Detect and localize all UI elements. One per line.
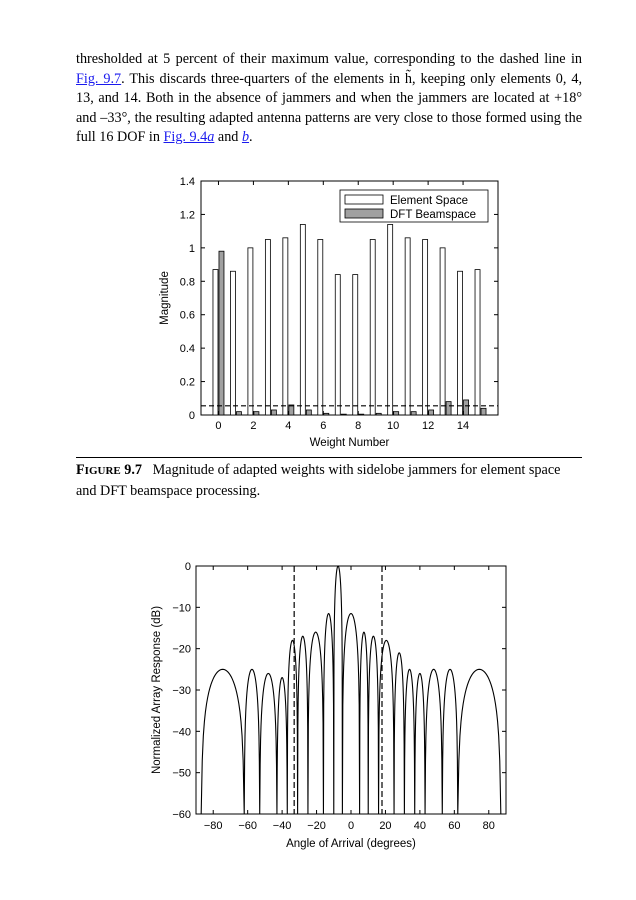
bar-element-space-13 [440,248,445,415]
figure-label-initial: F [76,462,85,478]
bar-element-space-6 [318,240,323,416]
bar-dft-beamspace-9 [376,413,381,415]
x-tick-label: 20 [379,820,392,832]
bar-dft-beamspace-7 [341,414,346,415]
x-tick-label: 6 [320,420,327,432]
bar-element-space-2 [248,248,253,415]
x-tick-label: −20 [307,820,326,832]
bar-dft-beamspace-11 [411,412,416,415]
paragraph-text-5: . [249,129,253,145]
y-tick-label: −60 [172,809,191,821]
bar-element-space-3 [265,240,270,416]
y-axis-label: Magnitude [159,271,171,325]
bar-element-space-1 [230,271,235,415]
figure-9-4a-link-suffix: a [207,129,215,145]
x-tick-label: 40 [413,820,427,832]
paragraph-text-2: . This discards three-quarters of the elements in [121,70,405,87]
x-tick-label: −60 [238,820,258,832]
y-tick-label: −50 [172,767,191,780]
y-tick-label: 1 [188,242,195,255]
bar-element-space-11 [405,238,410,415]
y-tick-label: 1.2 [179,209,195,222]
bar-element-space-9 [370,240,375,416]
paragraph-text-4: and [214,129,242,145]
bar-element-space-12 [423,240,428,416]
x-axis-label: Weight Number [309,437,390,449]
pattern-plot-area [196,566,506,814]
caption-text: Magnitude of adapted weights with sidelobe jammers for element space and DFT beamspace processing. [76,462,561,499]
x-tick-label: 8 [355,420,362,432]
bar-dft-beamspace-10 [394,412,399,415]
figure-9-7-link[interactable]: Fig. 9.7 [76,70,122,87]
x-axis-label: Angle of Arrival (degrees) [286,838,416,850]
bar-element-space-15 [475,270,480,415]
y-tick-label: −30 [172,685,191,697]
bar-dft-beamspace-8 [359,414,364,415]
x-tick-label: 0 [347,820,355,832]
legend-label-element-space: Element Space [390,195,468,207]
bar-dft-beamspace-1 [236,412,241,415]
bar-dft-beamspace-14 [464,400,469,415]
bar-dft-beamspace-3 [271,410,276,415]
x-tick-label: 2 [250,420,257,432]
bar-element-space-4 [283,238,288,415]
x-tick-label: 12 [421,420,435,432]
figure-label [76,462,142,478]
x-tick-label: 4 [285,420,292,432]
x-tick-label: 80 [482,820,495,832]
bar-dft-beamspace-13 [446,402,451,415]
y-tick-label: −10 [172,602,191,615]
y-tick-label: 0.8 [179,276,195,289]
y-axis-label: Normalized Array Response (dB) [151,605,163,775]
paragraph-text-3: , keeping only elements 0, 4, 13, and 14. Both in the absence of jammers and when the jammers are located at +18° and –33°, the resulting adapted antenna patterns are very close to those formed using the full 16 DOF in [76,70,582,145]
bar-dft-beamspace-12 [429,410,434,415]
paragraph-text-1: thresholded at 5 percent of their maximum value, corresponding to the dashed line in [76,51,582,67]
y-tick-label: 0.4 [179,343,195,356]
bar-element-space-10 [388,224,393,415]
bar-element-space-14 [458,271,463,415]
y-tick-label: 0 [184,561,191,573]
bar-dft-beamspace-2 [254,412,259,415]
figure-9-4-link-text: Fig. 9.4 [163,129,208,145]
x-tick-label: 0 [215,420,222,432]
bar-element-space-7 [335,275,340,415]
h-tilde-symbol: h̃ [404,70,412,87]
bar-dft-beamspace-0 [219,251,224,415]
x-tick-label: 14 [456,420,470,432]
y-tick-label: −40 [172,726,191,739]
figure-label-rest: IGURE [84,465,121,477]
figure-9-4b-link[interactable]: b [241,129,250,145]
bar-element-space-5 [300,224,305,415]
bar-dft-beamspace-15 [481,408,486,415]
figure-number: 9.7 [124,462,143,478]
legend-swatch-dft-beamspace [345,209,383,218]
bar-dft-beamspace-6 [324,413,329,415]
bar-element-space-0 [213,270,218,415]
x-tick-label: 60 [448,820,461,832]
x-tick-label: 10 [387,420,400,432]
bar-dft-beamspace-5 [306,410,311,415]
figure-caption [76,461,582,501]
y-tick-label: 0 [188,410,195,422]
figure-separator [76,457,582,458]
bar-element-space-8 [353,275,358,415]
array-response-curve [201,566,501,814]
legend-label-dft-beamspace: DFT Beamspace [390,209,477,221]
x-tick-label: −80 [203,820,223,832]
legend-swatch-element-space [345,195,383,204]
y-tick-label: 0.6 [179,309,195,322]
x-tick-label: −40 [272,820,292,832]
bar-legend [340,190,488,222]
y-tick-label: 1.4 [179,176,195,188]
y-tick-label: 0.2 [179,376,195,389]
bar-dft-beamspace-4 [289,405,294,415]
y-tick-label: −20 [172,643,191,656]
